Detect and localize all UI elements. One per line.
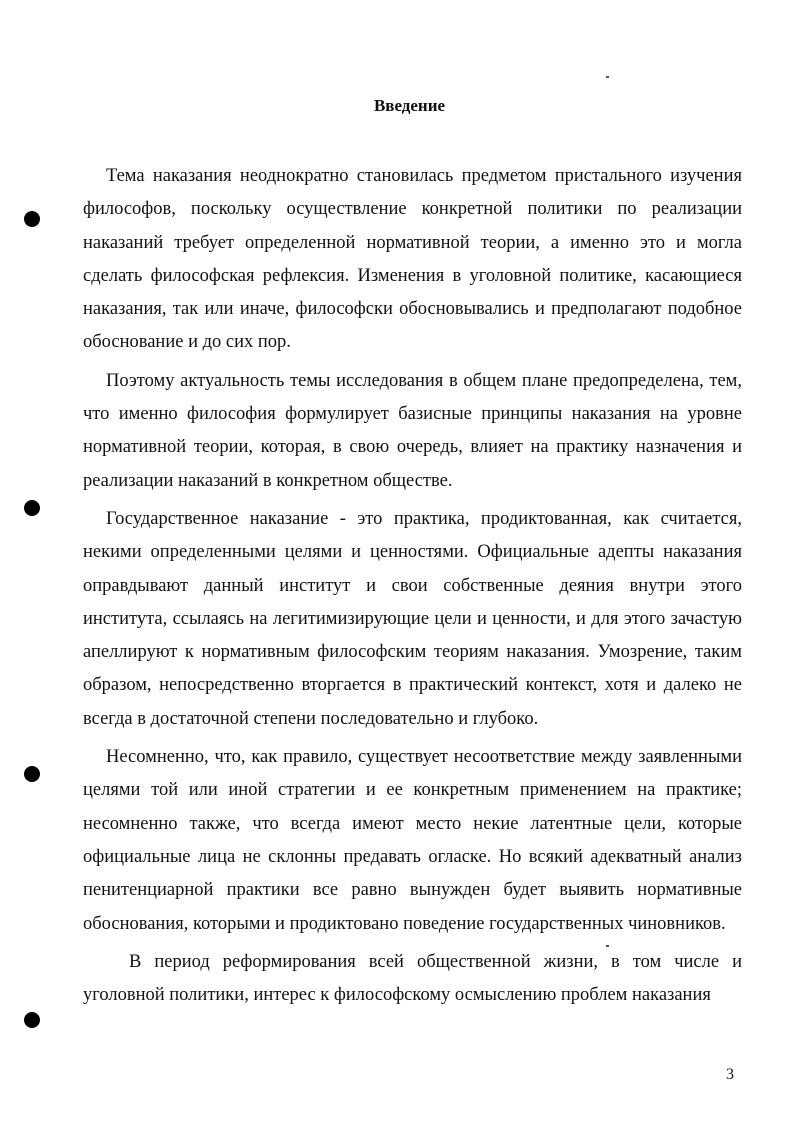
paragraph: Тема наказания неоднократно становилась предметом пристального изучения философов, поскольку осуществление конкретной политики по реализации наказаний требует определенной нормативной теории, а именно это и могла сделать философская рефлексия. Изменения в уголовной политике, касающиеся наказания, так или иначе, философски обосновывались и предполагают подобное обоснование и до сих пор.	[83, 166, 742, 353]
document-body	[83, 160, 742, 1012]
paragraph: В период реформирования всей общественной жизни, в том числе и уголовной политики, интерес к философскому осмыслению проблем наказания	[83, 951, 742, 1006]
paragraph: Государственное наказание - это практика, продиктованная, как считается, некими определенными целями и ценностями. Официальные адепты наказания оправдывают данный институт и свои собственные деяния внутри этого института, ссылаясь на легитимизирующие цели и ценности, и для этого зачастую апеллируют к нормативным философским теориям наказания. Умозрение, таким образом, непосредственно вторгается в практический контекст, хотя и далеко не всегда в достаточной степени последовательно и глубоко.	[83, 508, 742, 729]
page-title: Введение	[373, 96, 446, 115]
page-number: 3	[726, 1066, 734, 1083]
paragraph: Несомненно, что, как правило, существует несоответствие между заявленными целями той или иной стратегии и ее конкретным применением на практике; несомненно также, что всегда имеют место некие латентные цели, которые официальные лица не склонны предавать огласке. Но всякий адекватный анализ пенитенциарной практики все равно вынужден будет выявить нормативные обоснования, которыми и продиктовано поведение государственных чиновников.	[83, 747, 742, 934]
binder-hole-1	[24, 211, 40, 227]
binder-hole-3	[24, 766, 40, 782]
paragraph: Поэтому актуальность темы исследования в общем плане предопределена, тем, что именно философия формулирует базисные принципы наказания на уровне нормативной теории, которая, в свою очередь, влияет на практику назначения и реализации наказаний в конкретном обществе.	[83, 370, 742, 491]
binder-hole-2	[24, 500, 40, 516]
scan-speck	[606, 76, 609, 78]
binder-hole-4	[24, 1012, 40, 1028]
